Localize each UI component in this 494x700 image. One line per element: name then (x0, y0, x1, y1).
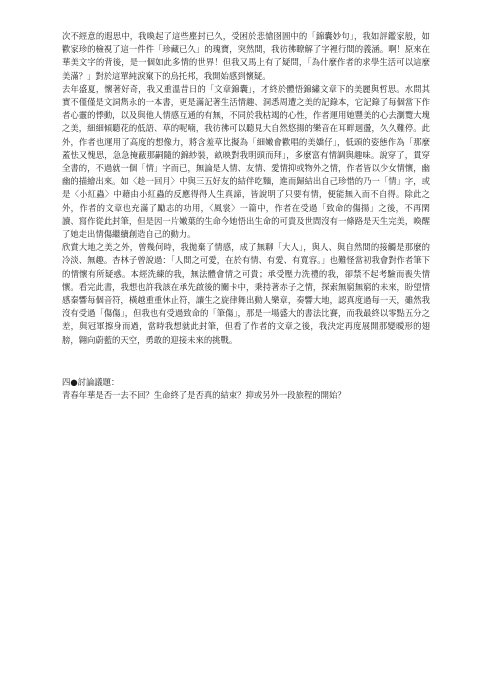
document-page (62, 30, 430, 402)
essay-paragraph-3: 欣賞大地之美之外，曾幾何時，我拋棄了情感，成了無聊「大人」，與人、與自然間的接觸是那麼的冷淡、無趣。杏林子曾說過：「人間之可愛，在於有情、有愛、有寬容。」也難怪當初我會對作者筆下的情懷有所疑惑。本經洗練的我，無法體會情之可貴；承受壓力洗禮的我，卻禁不起考驗而喪失情懷。看完此書，我想也許我該在承先啟後的關卡中，秉持著赤子之情，探索無窮無窮的未來，盼望情感秦響每個音符，橫越重重休止符，讓生之旋律舞出動人樂章，奏響大地，認真度過每一天，雖然我沒有受過「傷傷」，但我也有受過致命的「筆傷」，那是一場盛大的書法比賽，而我最終以零點五分之差，與冠軍擦身而過，當時我想就此封筆，但看了作者的文章之後，我決定再度展開那變曖形的翅膀，翱向蔚藍的天空，勇敢的迎接未來的挑戰。 (62, 242, 430, 345)
essay-paragraph-1: 次不經意的遐思中，我喚起了這些塵封已久，受困於悲愴囹圄中的「錦囊妙句」，我如評鑑家般，如歡家珍的檢視了這一件件「珍藏已久」的瑰寶，突然間，我彷彿瞭解了字裡行間的義涵。啊！原來在華美文字的背後，是一個如此多情的世界！但我又馬上有了疑問，「為什麼作者的求學生活可以這麼美滿？」對於這單純淚窠下的烏托邦，我開始感到懷疑。 (62, 31, 430, 81)
discussion-title: 四●討論議題： (62, 376, 120, 387)
discussion-question: 青春年華是否一去不回？生命終了是否真的結束？抑或另外一段旅程的開始？ (62, 390, 346, 401)
section-spacer (62, 347, 430, 376)
essay-paragraph-2: 去年盛夏，懷著好奇，我又重溫昔日的「文章錦囊」，才終於體悟錦繡文章下的美麗與哲思。水問其實不僅僅是文詞雋永的一本書，更是滿記著生活情趣、洞悉周遭之美的記錄本，它記錄了每個當下作者心靈的悸動，以及與他人情感互通的有無，不同於我枯竭的心性，作者運用她豐美的心去瀏覽大塊之美，細細傾聽花的低語、草的呢喃，我彷彿可以聽見大自然悠揚的樂音在耳畔迴盪，久久難停。此外，作者也運用了高度的想像力，將含羞草比擬為「細嫩會歡唱的美嬌仔」，低頭的姿態作為「那麼蓋怯又愧思，急急掩蔽那嗣隨的錦紗裝，畝映對我明頭而拜」，多麼富有情調與趣味。說穿了，貫穿全書的，不過就一個「情」字而已，無論是人情、友情、愛情抑或物外之情，作者皆以少女情懷，幽幽的描繪出來。如〈趁一回月〉中與三五好友的結伴吃麵，進而歸結出自己珍惜的乃一「情」字，或是〈小紅蟲〉中藉由小紅蟲的反應得得人生真諦，皆說明了只要有情，便能無入而不自得。除此之外，作者的文章也充滿了勵志的功用，〈風裳〉一篇中，作者在受過「致命的傷揚」之後，不再閑讀、寫作從此封筆，但是因一片嫩葉的生命今她悟出生命的可貴及世間沒有一條路是天生完美，喚醒了她走出情傷繼續創造自己的動力。 (62, 83, 430, 240)
